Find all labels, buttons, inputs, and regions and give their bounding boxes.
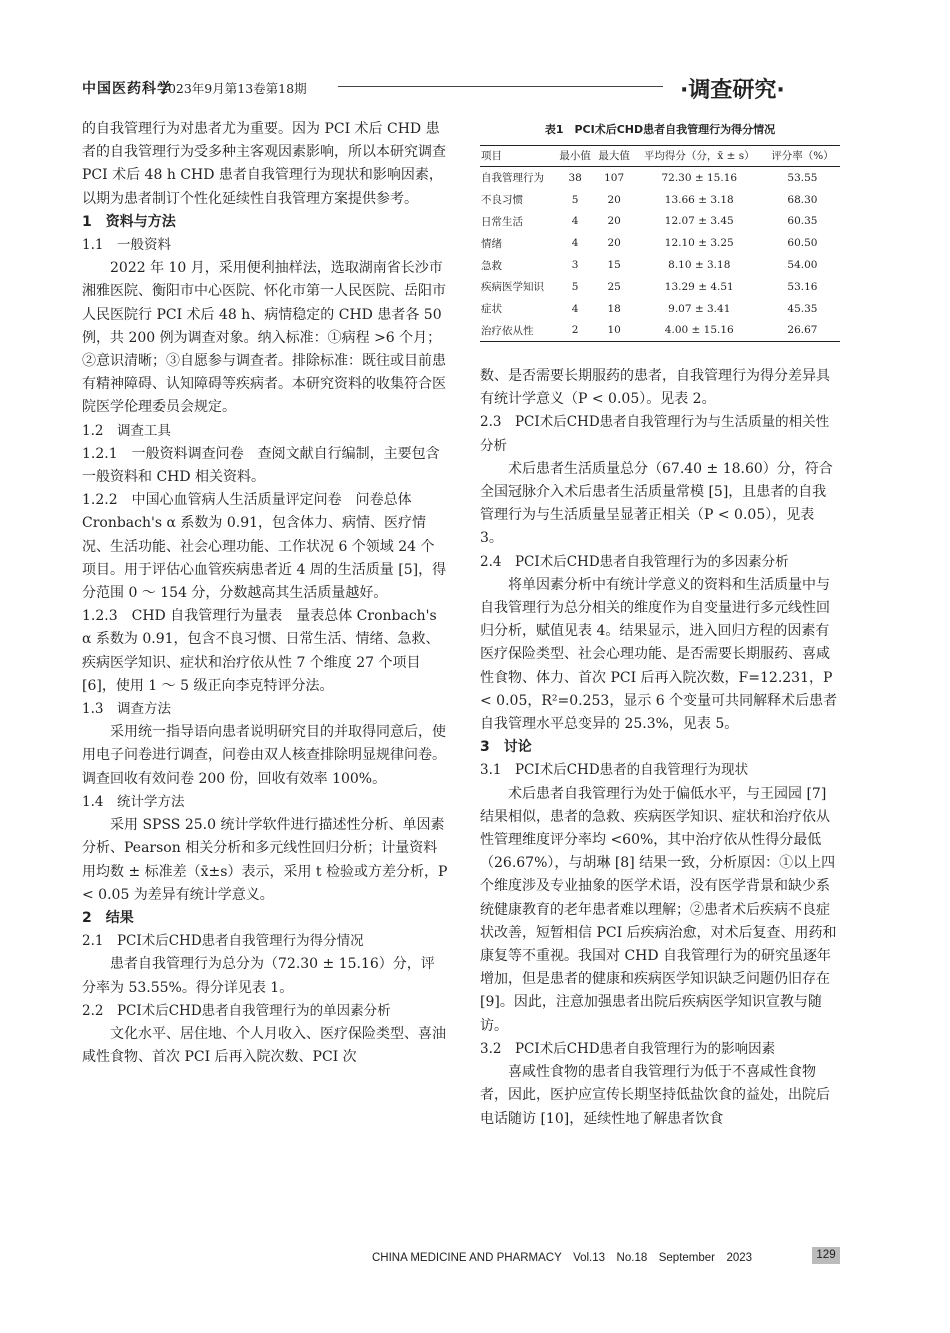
table-cell: 13.29 ± 4.51	[664, 280, 734, 293]
table-cell: 68.30	[787, 193, 818, 206]
table-cell: 8.10 ± 3.18	[668, 259, 731, 272]
table-cell: 107	[604, 171, 625, 184]
table-cell: 治疗依从性	[480, 320, 556, 342]
paragraph: 喜咸性食物的患者自我管理行为低于不喜咸性食物者，因此，医护应宣传长期坚持低盐饮食的益处，出院后电话随访 [10]，延续性地了解患者饮食	[480, 1064, 830, 1127]
subsection-heading: 3.1 PCI术后CHD患者的自我管理行为现状	[480, 762, 749, 779]
table-cell: 38	[568, 171, 582, 184]
paragraph: 1.2.2 中国心血管病人生活质量评定问卷 问卷总体 Cronbach's α 系数为 0.91，包含体力、病情、医疗情况、生活功能、社会心理功能、工作状况 6 个领域 24 个项目。用于评估心血管疾病患者近 4 周的生活质量 [5]，得分范围 0 ～ 154 分，分数越高其生活质量越好。	[82, 492, 447, 602]
table-cell: 26.67	[765, 320, 840, 342]
subsection-heading: 1.3 调查方法	[82, 701, 171, 718]
table-cell: 53.55	[787, 171, 818, 184]
table-cell: 25	[607, 280, 621, 293]
paragraph: 文化水平、居住地、个人月收入、医疗保险类型、喜油咸性食物、首次 PCI 后再入院次数、PCI 次	[82, 1025, 446, 1066]
left-column	[82, 118, 448, 1069]
subsection-heading: 2.1 PCI术后CHD患者自我管理行为得分情况	[82, 933, 364, 950]
issue-info: 2023年9月第13卷第18期	[160, 81, 307, 96]
table-cell: 15	[607, 259, 621, 272]
paragraph: 数、是否需要长期服药的患者，自我管理行为得分差异具有统计学意义（P < 0.05）。见表 2。	[480, 368, 830, 408]
column-header: 评分率（%）	[765, 146, 840, 167]
table-cell: 20	[607, 237, 621, 250]
footer-journal: CHINA MEDICINE AND PHARMACY Vol.13 No.18 September 2023	[372, 1252, 753, 1264]
section-heading: 3 讨论	[480, 739, 532, 756]
column-header: 最大值	[595, 146, 634, 167]
table-cell: 情绪	[481, 237, 502, 250]
column-header: 项目	[480, 146, 556, 167]
table-cell: 12.07 ± 3.45	[664, 215, 734, 228]
table-row	[480, 167, 840, 189]
table-cell: 日常生活	[481, 215, 523, 228]
paragraph: 患者自我管理行为总分为（72.30 ± 15.16）分，评分率为 53.55%。得分详见表 1。	[82, 956, 435, 996]
table-cell: 9.07 ± 3.41	[668, 302, 731, 315]
table-cell: 4	[571, 237, 579, 250]
table-cell: 3	[571, 259, 579, 272]
table-cell: 自我管理行为	[481, 172, 544, 185]
table-cell: 72.30 ± 15.16	[661, 171, 738, 184]
paragraph: 采用 SPSS 25.0 统计学软件进行描述性分析、单因素分析、Pearson 相关分析和多元线性回归分析；计量资料用均数 ± 标准差（x̄±s）表示，采用 t 检验或方差分析，P < 0.05 为差异有统计学意义。	[82, 817, 448, 903]
paragraph: 2022 年 10 月，采用便利抽样法，选取湖南省长沙市湘雅医院、衡阳市中心医院、怀化市第一人民医院、岳阳市人民医院行 PCI 术后 48 h、病情稳定的 CHD 患者各 50 例，共 200 例为调查对象。纳入标准：①病程 >6 个月；②意识清晰；③自愿参与调查者。排除标准：既往或目前患有精神障碍、认知障碍等疾病者。本研究资料的收集符合医院医学伦理委员会规定。	[82, 260, 446, 416]
table-cell: 13.66 ± 3.18	[664, 193, 734, 206]
score-table	[480, 145, 840, 342]
table-cell: 54.00	[787, 259, 818, 272]
section-heading: 1 资料与方法	[82, 213, 176, 230]
paragraph: 1.2.3 CHD 自我管理行为量表 量表总体 Cronbach's α 系数为 0.91，包含不良习惯、日常生活、情绪、急救、疾病医学知识、症状和治疗依从性 7 个维度 27 个项目 [6]，使用 1 ～ 5 级正向李克特评分法。	[82, 608, 440, 694]
table-cell: 20	[607, 215, 621, 228]
subsection-heading: 2.3 PCI术后CHD患者自我管理行为与生活质量的相关性分析	[480, 414, 830, 454]
table-row	[480, 189, 840, 211]
table-row	[480, 211, 840, 233]
journal-name: 中国医药科学	[82, 81, 172, 97]
subsection-heading: 1.1 一般资料	[82, 237, 171, 254]
table-cell: 4	[571, 215, 579, 228]
table-cell: 60.50	[787, 237, 818, 250]
table-cell: 53.16	[787, 280, 818, 293]
table-cell: 4	[571, 302, 579, 315]
table-cell: 4.00 ± 15.16	[634, 320, 765, 342]
paragraph: 的自我管理行为对患者尤为重要。因为 PCI 术后 CHD 患者的自我管理行为受多种主客观因素影响，所以本研究调查 PCI 术后 48 h CHD 患者自我管理行为现状和影响因素，以期为患者制订个性化延续性自我管理方案提供参考。	[82, 121, 446, 207]
subsection-heading: 2.2 PCI术后CHD患者自我管理行为的单因素分析	[82, 1002, 391, 1019]
table-row	[480, 232, 840, 254]
table-cell: 45.35	[787, 302, 818, 315]
table-cell: 20	[607, 193, 621, 206]
table-cell: 疾病医学知识	[481, 281, 544, 294]
table-cell: 12.10 ± 3.25	[664, 237, 734, 250]
table-cell: 10	[595, 320, 634, 342]
subsection-heading: 3.2 PCI术后CHD患者自我管理行为的影响因素	[480, 1040, 776, 1057]
table-cell: 症状	[481, 303, 502, 316]
subsection-heading: 1.2 调查工具	[82, 422, 171, 439]
table-cell: 急救	[481, 259, 502, 272]
paragraph: 1.2.1 一般资料调查问卷 查阅文献自行编制，主要包含一般资料和 CHD 相关资料。	[82, 445, 440, 486]
subsection-heading: 2.4 PCI术后CHD患者自我管理行为的多因素分析	[480, 553, 789, 570]
table-caption: 表1 PCI术后CHD患者自我管理行为得分情况	[544, 123, 776, 136]
table-cell: 5	[571, 280, 579, 293]
section-heading: 2 结果	[82, 909, 134, 926]
table-row	[480, 254, 840, 276]
paragraph: 术后患者自我管理行为处于偏低水平，与王园园 [7] 结果相似，患者的急救、疾病医学知识、症状和治疗依从性管理维度评分率均 <60%，其中治疗依从性得分最低（26.67%），与胡琳 [8] 结果一致，分析原因：①以上四个维度涉及专业抽象的医学术语，没有医学背景和缺少系统健康教育的老年患者难以理解；②患者术后疾病不良症状改善，短暂相信 PCI 后疾病治愈，对术后复查、用药和康复等不重视。我国对 CHD 自我管理行为的研究虽逐年增加，但是患者的健康和疾病医学知识缺乏问题仍旧存在 [9]。因此，注意加强患者出院后疾病医学知识宣教与随访。	[480, 785, 837, 1034]
table-cell: 18	[607, 302, 621, 315]
table-row	[480, 276, 840, 298]
table-cell: 60.35	[787, 215, 818, 228]
table-row	[480, 320, 840, 342]
column-header: 最小值	[556, 146, 595, 167]
page-number: 129	[812, 1247, 840, 1264]
section-title: ·调查研究·	[680, 78, 785, 103]
right-column	[480, 365, 840, 1131]
table-cell: 2	[556, 320, 595, 342]
paragraph: 将单因素分析中有统计学意义的资料和生活质量中与自我管理行为总分相关的维度作为自变量进行多元线性回归分析，赋值见表 4。结果显示，进入回归方程的因素有医疗保险类型、社会心理功能、是否需要长期服药、喜咸性食物、体力、首次 PCI 后再入院次数，F=12.231，P < 0.05，R²=0.253，显示 6 个变量可共同解释术后患者自我管理水平总变异的 25.3%，见表 5。	[480, 576, 838, 733]
table-row	[480, 298, 840, 320]
column-header: 平均得分（分，x̄ ± s）	[634, 146, 765, 167]
table-cell: 5	[571, 193, 579, 206]
table-cell: 不良习惯	[481, 194, 523, 207]
subsection-heading: 1.4 统计学方法	[82, 793, 185, 810]
paragraph: 采用统一指导语向患者说明研究目的并取得同意后，使用电子问卷进行调查，问卷由双人核查排除明显规律问卷。调查回收有效问卷 200 份，回收有效率 100%。	[82, 724, 446, 787]
paragraph: 术后患者生活质量总分（67.40 ± 18.60）分，符合全国冠脉介入术后患者生活质量常模 [5]，且患者的自我管理行为与生活质量呈显著正相关（P < 0.05），见表 3。	[480, 460, 833, 547]
table-header-row	[480, 146, 840, 167]
header-rule	[338, 86, 663, 87]
